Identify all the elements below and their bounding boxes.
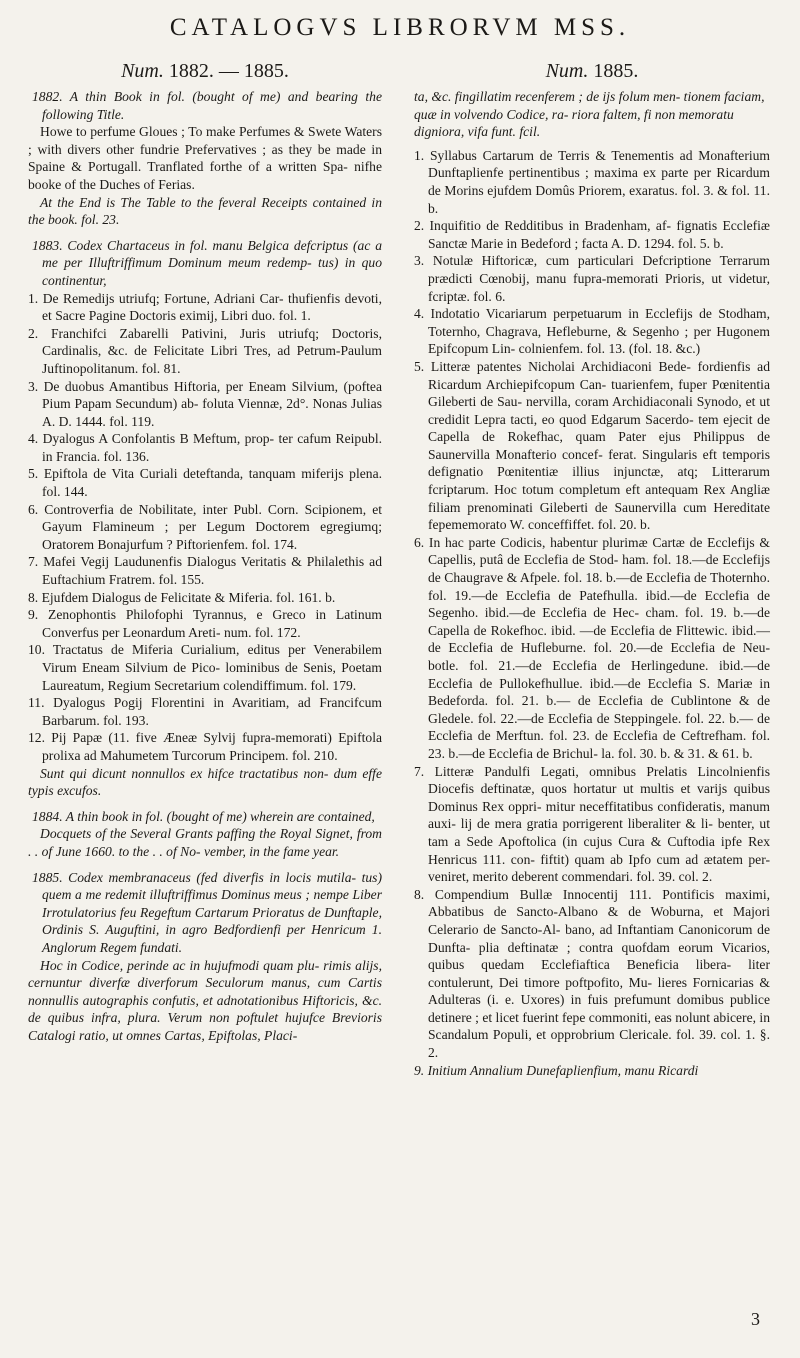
entry-1885-continuation: ta, &c. fingillatim recenferem ; de ijs folum men- tionem faciam, quæ in volvendo Codice, ra- riora faltem, fi non memoratu digniora, vifa funt. fcil. bbox=[414, 89, 765, 140]
entry-1885 bbox=[28, 869, 382, 1045]
running-head: CATALOGVS LIBRORVM MSS. bbox=[169, 14, 631, 41]
entry-1885-item: 2. Inquifitio de Redditibus in Bradenham, af- fignatis Ecclefiæ Sanctæ Marie in Bedeford ; facta A. D. 1294. fol. 5. b. bbox=[414, 218, 770, 251]
entry-1882 bbox=[28, 88, 382, 229]
entry-1885-item: 7. Litteræ Pandulfi Legati, omnibus Prelatis Lincolnienfis Diocefis deftinatæ, quos hortatur ut multis et varijs quibus Dominus Rex oppri- mitur neceffitatibus confideratis, manum auxi- lij de mera gratia porrigerent liberaliter & li- benter, ut tam a Sede Apoftolica (in cujus Cura & Cuftodia ipfe Rex Henricus 111. con- fiftit) quam ab Ipfo cum ad ætatem per- veniret, merito deberent commendari. fol. 39. col. 2. bbox=[414, 763, 770, 885]
entry-1883-item: 8. Ejufdem Dialogus de Felicitate & Miferia. fol. 161. b. bbox=[28, 589, 336, 605]
left-column-head bbox=[28, 58, 382, 84]
entry-1885-title: 1885. Codex membranaceus (fed diverfis in locis mutila- tus) quem a me redemit illuftriffimus Dominus meus ; nempe Liber Irrotulatorius feu Regeftum Cartarum Prioratus de Dunftaple, Ordinis S. Auguftini, in agro Bedfordienfi per Henricum 1. Anglorum Regem fundati. bbox=[32, 869, 382, 955]
left-column bbox=[28, 58, 382, 1052]
entry-1883-title: 1883. Codex Chartaceus in fol. manu Belgica defcriptus (ac a me per Illuftriffimum Dominum meum redemp- tus) in quo continentur, bbox=[32, 237, 382, 288]
entry-1883-item: 11. Dyalogus Pogij Florentini in Avaritiam, ad Francifcum Barbarum. fol. 193. bbox=[28, 695, 382, 728]
entry-1885-body: Hoc in Codice, perinde ac in hujufmodi quam plu- rimis alijs, cernuntur diverfæ diverforum Seculorum manus, cum Cartis nonnullis autographis confutis, et adnotationibus Hiftoricis, &c. de quibus infra, plura. Verum non poftulet hujufce Brevioris Catalogi ratio, ut omnes Cartas, Epiftolas, Placi- bbox=[28, 957, 382, 1043]
entry-1885-item: 4. Indotatio Vicariarum perpetuarum in Ecclefijs de Stodham, Toternho, Chagrava, Hefleburne, & Segenho ; per Hugonem Epifcopum Lin- colnienfem. fol. 13. (fol. 18. &c.) bbox=[414, 306, 770, 357]
entry-1885-item: 5. Litteræ patentes Nicholai Archidiaconi Bede- fordienfis ad Ricardum Archiepifcopum Can- tuarienfem, fuper Pœnitentia Gileberti de Sau- nervilla, coram Archidiaconali Synodo, et ut credidit Lepra tacti, eo quod Edgarum Sacerdo- tem ejecit de Capella de Rokefhac, quam Pater ejus Philippus de Saunervilla Monafterio concef- ferat. Singularis eft temporis defignatio Pœnitentiæ illius injunctæ, atq; Litterarum fcriptarum. Hoc totum completum eft antequam Rex Angliæ filiam prenominati Gileberti de Saunervilla cum Hereditate fepememorato W. conceffiffet. fol. 20. b. bbox=[414, 358, 770, 533]
entry-1883-item: 3. De duobus Amantibus Hiftoria, per Eneam Silvium, (poftea Pium Papam Secundum) ab- foluta Viennæ, 2d°. Nonas Julias A. D. 1444. fol. 119. bbox=[28, 378, 382, 429]
right-head-range: 1885. bbox=[593, 60, 639, 82]
entry-1883-item: 5. Epiftola de Vita Curiali deteftanda, tanquam miferijs plena. fol. 144. bbox=[28, 466, 382, 500]
entry-1883-item: 7. Mafei Vegij Laudunenfis Dialogus Veritatis & Philalethis ad Euftachium Fratrem. fol. 155. bbox=[28, 554, 382, 588]
right-column bbox=[414, 58, 770, 1079]
entry-1885-item: 1. Syllabus Cartarum de Terris & Tenementis ad Monafterium Dunftaplienfe pertinentibus ; maxima ex parte per Ricardum de Morins ejufdem Domûs Priorem, exaratus. fol. 3. & fol. 11. b. bbox=[414, 147, 770, 216]
entry-1884-title: 1884. A thin book in fol. (bought of me) wherein are contained, bbox=[32, 808, 375, 824]
entry-1883-item: 9. Zenophontis Philofophi Tyrannus, e Greco in Latinum Converfus per Leonardum Areti- num. fol. 172. bbox=[28, 607, 382, 640]
entry-1883-note: Sunt qui dicunt nonnullos ex hifce tractatibus non- dum effe typis excufos. bbox=[28, 765, 382, 799]
right-column-head bbox=[414, 58, 770, 84]
entry-1882-title: 1882. A thin Book in fol. (bought of me) and bearing the following Title. bbox=[32, 89, 382, 122]
left-head-label: Num. bbox=[121, 60, 164, 82]
entry-1883-item: 2. Franchifci Zabarelli Pativini, Juris utriufq; Doctoris, Cardinalis, &c. de Felicitate Libri Tres, ad Petrum-Paulum Juftinopolitanum. fol. 81. bbox=[28, 325, 382, 376]
entry-1882-end: At the End is The Table to the feveral Receipts contained in the book. fol. 23. bbox=[28, 194, 382, 228]
entry-1885-item: 6. In hac parte Codicis, habentur plurimæ Cartæ de Ecclefijs & Capellis, putâ de Ecclefia de Stod- ham. fol. 18.—de Ecclefijs de Chaugrave & Afpele. fol. 18. b.—de Ecclefia de Thoternho. fol. 19.—de Ecclefia de Patefhulla. ibid.—de Ecclefia de Segenho. ibid.—de Ecclefia de Hec- cham. fol. 19. b.—de Capella de Rokefhoc. ibid. —de Ecclefia de Flittewic. ibid.—de Ecclefia de Hufleburne. fol. 20.—de Ecclefia de Neu- botle. fol. 21.—de Ecclefia de Herlingedune. ibid.—de Ecclefia de Pullokefhullue. ibid.—de Ecclefia S. Mariæ in Bedeforda. fol. 21. b.— de Ecclefia de Cublintone & de Gledele. fol. 22.—de Ecclefia de Steppingele. fol. 22. b.— de Ecclefia de Merftun. fol. 23. de Ecclefia de Ceftrefham. fol. 23. b.—de Ecclefia de Brichul- la. fol. 30. b. & 31. & 61. b. bbox=[414, 534, 770, 761]
entry-1883 bbox=[28, 237, 382, 800]
entry-1885-item: 8. Compendium Bullæ Innocentij 111. Pontificis maximi, Abbatibus de Sancto-Albano & de Woburna, et Majori Celerario de Sancto-Al- bano, ad Inftantiam Canonicorum de Dunfta- plia deftinatæ ; contra quofdam eorum Vicarios, quibus quedam Ecclefiaftica Beneficia libera- liter contulerunt, Dei timore poftpofito, Mu- lieres Fornicarias & Adulteras (i. e. Uxores) in fuis prefumunt domibus publice detinere ; et licet fuerint fepe commoniti, eas nolunt abicere, in Scandalum Populi, et opprobrium Clericale. fol. 39. col. 1. §. 2. bbox=[414, 886, 770, 1061]
entry-1884 bbox=[28, 808, 382, 861]
entry-1882-body: Howe to perfume Gloues ; To make Perfumes & Swete Waters ; with divers other fundrie Prefervatives ; as they be made in Spaine & Portugall. Tranflated forthe of a written Spa- nifhe booke of the Duches of Ferias. bbox=[28, 124, 382, 192]
entry-1883-item: 6. Controverfia de Nobilitate, inter Publ. Corn. Scipionem, et Gayum Flamineum ; per Legum Doctorem egregiumq; Oratorem Bonajurfum ? Piftorienfem. fol. 174. bbox=[28, 501, 382, 552]
entry-1883-item: 10. Tractatus de Miferia Curialium, editus per Venerabilem Virum Eneam Silvium de Pico- lominibus de Senis, Poetam Laureatum, Regium Secretarium colendiffimum. fol. 179. bbox=[28, 642, 382, 693]
entry-1884-body: Docquets of the Several Grants paffing the Royal Signet, from . . of June 1660. to the . . of No- vember, in the fame year. bbox=[28, 826, 382, 859]
entry-1885-item: 3. Notulæ Hiftoricæ, cum particulari Defcriptione Terrarum prædicti Cœnobij, manu fupra-memorati Prioris, ut videtur, fcriptæ. fol. 6. bbox=[414, 253, 770, 304]
page-number: 3 bbox=[751, 1309, 760, 1329]
entry-1883-item: 1. De Remedijs utriufq; Fortune, Adriani Car- thufienfis devoti, et Sacre Pagine Doctoris eximij, Libri duo. fol. 1. bbox=[28, 290, 382, 324]
entry-1885-item: 9. Initium Annalium Dunefaplienfium, manu Ricardi bbox=[414, 1062, 699, 1078]
left-head-range: 1882. — 1885. bbox=[168, 60, 289, 82]
right-head-label: Num. bbox=[545, 60, 589, 82]
entry-1883-item: 12. Pij Papæ (11. five Æneæ Sylvij fupra-memorati) Epiftola prolixa ad Mahumetem Turcorum Principem. fol. 210. bbox=[28, 730, 382, 763]
entry-1883-item: 4. Dyalogus A Confolantis B Meftum, prop- ter cafum Reipubl. in Francia. fol. 136. bbox=[28, 431, 382, 464]
